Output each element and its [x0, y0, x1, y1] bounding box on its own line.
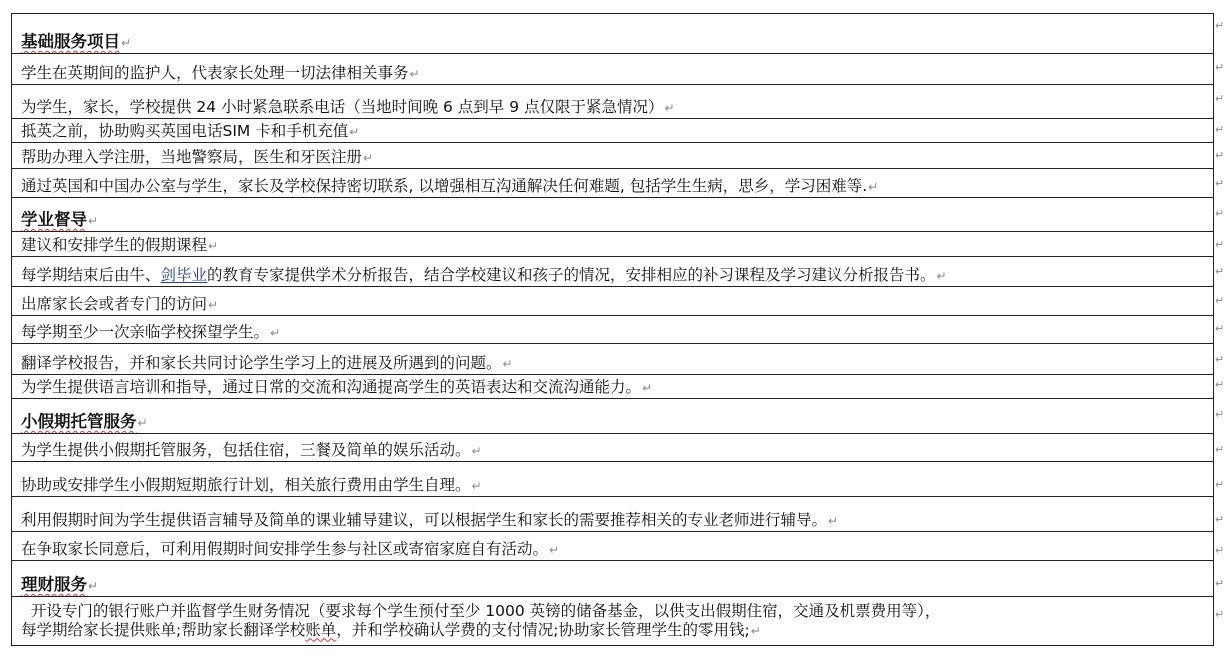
table-row	[12, 597, 1214, 646]
row-text: 学生在英期间的监护人，代表家长处理一切法律相关事务	[21, 64, 409, 82]
paragraph-mark-icon: ↵	[664, 101, 675, 115]
table-row	[12, 169, 1214, 198]
row-text: 在争取家长同意后，可利用假期时间安排学生参与社区或寄宿家庭自有活动。	[21, 540, 549, 558]
paragraph-mark-icon: ↵	[88, 579, 99, 593]
row-text: 建议和安排学生的假期课程	[21, 236, 208, 254]
row-text: ，并和学校确认学费的支付情况;协助家长管理学生的零用钱;	[336, 620, 750, 639]
table-row	[12, 143, 1214, 169]
table-row	[12, 232, 1214, 257]
section-heading-basic-services: 基础服务项目	[21, 32, 120, 51]
row-end-mark-icon: ↵	[1215, 513, 1224, 526]
table-row	[12, 344, 1214, 375]
row-end-mark-icon: ↵	[1215, 443, 1224, 456]
row-text: 利用假期时间为学生提供语言辅导及简单的课业辅导建议，可以根据学生和家长的需要推荐相关的专业老师进行辅导。	[21, 511, 828, 529]
table-row	[12, 434, 1214, 462]
section-heading-academic-supervision: 学业督导	[21, 210, 87, 229]
row-line	[21, 621, 1204, 641]
section-heading-finance: 理财服务	[21, 575, 87, 594]
row-end-mark-icon: ↵	[1215, 294, 1224, 307]
paragraph-mark-icon: ↵	[363, 151, 374, 165]
row-end-mark-icon: ↵	[1215, 177, 1224, 190]
row-end-mark-icon: ↵	[1215, 207, 1224, 220]
row-end-mark-icon: ↵	[1215, 353, 1224, 366]
row-end-mark-icon: ↵	[1215, 61, 1224, 74]
paragraph-mark-icon: ↵	[868, 180, 879, 194]
row-end-mark-icon: ↵	[1215, 577, 1224, 590]
table-row	[12, 257, 1214, 287]
row-end-mark-icon: ↵	[1215, 544, 1224, 557]
row-end-mark-icon: ↵	[1215, 265, 1224, 278]
paragraph-mark-icon: ↵	[471, 444, 482, 458]
row-text: 抵英之前，协助购买英国电话SIM 卡和手机充值	[21, 122, 349, 140]
paragraph-mark-icon: ↵	[137, 416, 148, 430]
row-text: 通过英国和中国办公室与学生，家长及学校保持密切联系, 以增强相互沟通解决任何难题, 包括学生生病，思乡，学习困难等.	[21, 177, 868, 195]
row-line	[21, 602, 1204, 621]
row-end-mark-icon: ↵	[1215, 608, 1224, 621]
section-header-row	[12, 14, 1214, 54]
row-text: 出席家长会或者专门的访问	[21, 295, 208, 313]
row-text: 每学期给家长提供账单;帮助家长翻译学校	[21, 620, 306, 639]
section-header-row	[12, 399, 1214, 434]
misspelled-word: 账单	[305, 620, 337, 639]
paragraph-mark-icon: ↵	[88, 214, 99, 228]
row-end-mark-icon: ↵	[1215, 408, 1224, 421]
paragraph-mark-icon: ↵	[936, 269, 947, 283]
paragraph-mark-icon: ↵	[121, 36, 132, 50]
table-row	[12, 85, 1214, 119]
section-heading-holiday-care: 小假期托管服务	[21, 412, 137, 431]
section-header-row	[12, 198, 1214, 232]
row-end-mark-icon: ↵	[1215, 149, 1224, 162]
table-row	[12, 316, 1214, 344]
paragraph-mark-icon: ↵	[349, 125, 360, 139]
row-text: 翻译学校报告，并和家长共同讨论学生学习上的进展及所遇到的问题。	[21, 354, 502, 372]
table-row	[12, 54, 1214, 85]
table-row	[12, 497, 1214, 532]
row-end-mark-icon: ↵	[1215, 123, 1224, 136]
row-end-mark-icon: ↵	[1215, 238, 1224, 251]
section-header-row	[12, 561, 1214, 597]
table-row	[12, 119, 1214, 143]
paragraph-mark-icon: ↵	[471, 479, 482, 493]
row-text: 为学生提供小假期托管服务，包括住宿，三餐及简单的娱乐活动。	[21, 441, 471, 459]
paragraph-mark-icon: ↵	[642, 381, 653, 395]
row-text: 为学生提供语言培训和指导，通过日常的交流和沟通提高学生的英语表达和交流沟通能力。	[21, 378, 642, 396]
row-text: 的教育专家提供学术分析报告，结合学校建议和孩子的情况，安排相应的补习课程及学习建议分析报告书。	[207, 266, 936, 284]
row-text: 为学生，家长，学校提供 24 小时紧急联系电话（当地时间晚 6 点到早 9 点仅限于紧急情况）	[21, 98, 664, 116]
table-row	[12, 462, 1214, 497]
paragraph-mark-icon: ↵	[750, 623, 761, 638]
table-row	[12, 532, 1214, 561]
row-text: 每学期至少一次亲临学校探望学生。	[21, 323, 270, 341]
row-end-mark-icon: ↵	[1215, 322, 1224, 335]
table-row	[12, 287, 1214, 316]
table-row	[12, 375, 1214, 399]
paragraph-mark-icon: ↵	[208, 298, 219, 312]
university-link[interactable]: 剑毕业	[160, 266, 208, 284]
row-end-mark-icon: ↵	[1215, 92, 1224, 105]
row-text: 协助或安排学生小假期短期旅行计划，相关旅行费用由学生自理。	[21, 476, 471, 494]
paragraph-mark-icon: ↵	[208, 239, 219, 253]
row-text: 每学期结束后由牛、	[21, 266, 161, 284]
row-end-mark-icon: ↵	[1215, 19, 1224, 32]
row-text: 帮助办理入学注册，当地警察局，医生和牙医注册	[21, 148, 363, 166]
row-text: 开设专门的银行账户并监督学生财务情况（要求每个学生预付至少 1000 英镑的储备基金，以供支出假期住宿，交通及机票费用等），	[30, 601, 941, 620]
paragraph-mark-icon: ↵	[549, 543, 560, 557]
services-table	[11, 13, 1214, 646]
paragraph-mark-icon: ↵	[828, 514, 839, 528]
paragraph-mark-icon: ↵	[409, 67, 420, 81]
row-end-mark-icon: ↵	[1215, 378, 1224, 391]
paragraph-mark-icon: ↵	[270, 326, 281, 340]
paragraph-mark-icon: ↵	[502, 357, 513, 371]
row-end-mark-icon: ↵	[1215, 478, 1224, 491]
